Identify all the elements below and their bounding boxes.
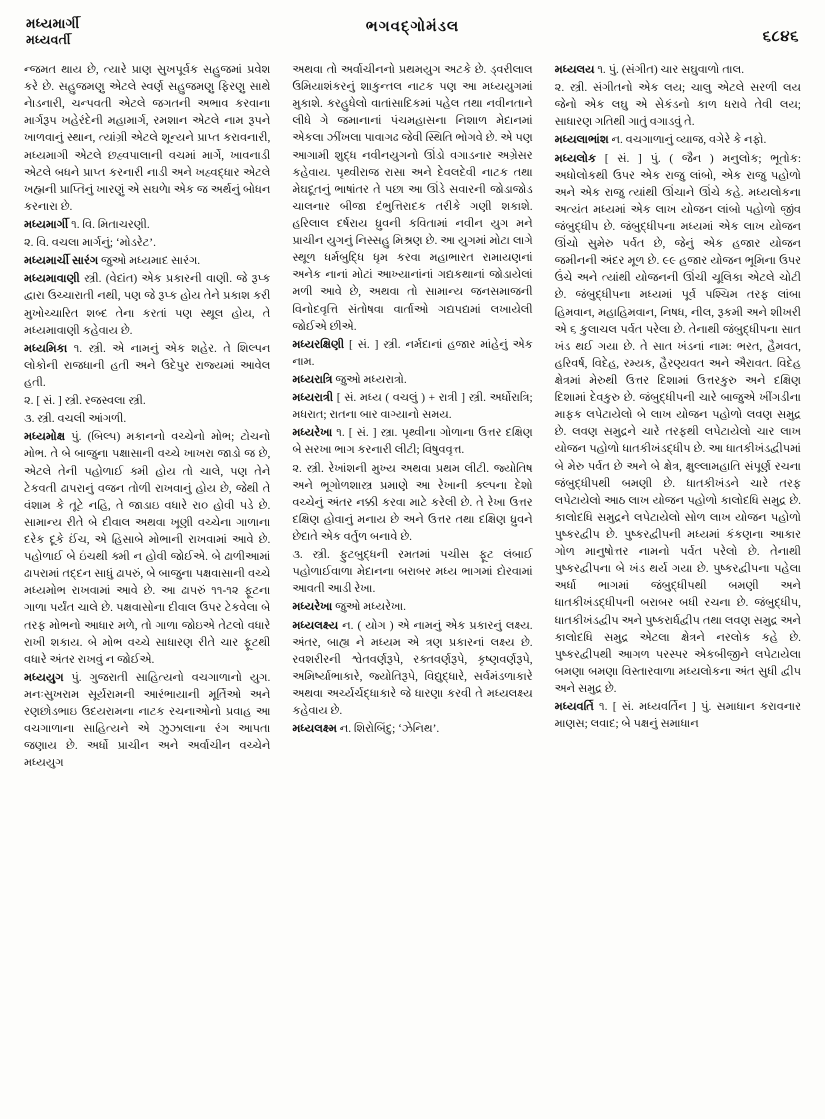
dictionary-entry <box>292 337 532 371</box>
column-1 <box>22 62 282 1102</box>
dictionary-entry <box>292 461 532 547</box>
dictionary-entry <box>24 429 270 669</box>
entry-definition: ૧. પું. (સંગીત) ચાર સઘુવાળો તાલ. <box>597 64 745 76</box>
continued-paragraph <box>292 62 532 336</box>
running-head-left-line1: મધ્યમાર્ગી <box>26 16 80 31</box>
entry-definition: પું. (બિલ્પ) મકાનનો વચ્ચેનો મોભ; ટોચનો મોભ. તે બે બાજુના પક્ષાસાની વચ્ચે ખાખરા જાડો જ છે, એટલે તેની પહોળાઈ ક્મી હોય તો ચાલે, પણ તેને ટેકવતી ઢાપરાનું વજન તોળી રાખવાનું હોય છે, જેથી તે વંશામ કે તૂટે નહિ, તે જાડાઇ વધારે રા૦ હોવી પડે છે. સામાન્ય રીતે બે દીવાલ અથવા ખૂણી વચ્ચેના ગાળાના દરેક દૂકે ઈંચ, એ હિસાબે મોભાની રાખવામાં આવે છે. પહોળાઈ બે ઇંચથી ક્મી ન હોવી જોઈએ. બે ઢાળીઆમાં ઢાપરામાં તદ્દન સાધું ઢાપરું, બે બાજુના પક્ષવાસાની વચ્ચે મધ્યમોભ રાખવામાં આવે છે. આ ઢાપરું ૧૧-૧૨ ફૂટના ગાળા પર્યંત ચાલે છે. પક્ષવાસોના દીવાલ ઉપર ટેકવેલા બે તરફ મોભનો આધાર મળે, તો ગાળા જોઇએ તેટલો વધારે રાખી શકાય. બે મોભ વચ્ચે સાધારણ રીતે ચાર ફૂટથી વધારે અંતર રાખવું ન જોઈએ. <box>24 431 271 666</box>
entry-definition: [ સં. મધ્ય ( વચલું ) + રાત્રી ] સ્ત્રી. અર્ધોરાત્રિ; મધરાત; રાતના બાર વાગ્યાનો સમય. <box>292 392 533 422</box>
entry-definition: પું. ગુજરાતી સાહિત્યનો વચગાળાનો યુગ. મનઃસુખરામ સૂર્યરામની આરંભાયાની મૂર્તિઓ અને રણછોડભાઇ ઉદયરામના નાટક રચનાઓનો પ્રવાહ આ વચગાળાના સાહિત્યને એ ઝુઝાલાના રંગ આપતા જણાય છે. અર્ધો પ્રાચીન અને અર્વાચીન વચ્ચેને મધ્યયુગ <box>24 671 271 770</box>
dictionary-entry <box>292 547 532 598</box>
paragraph-text: ૩. સ્ત્રી. વચલી આંગળી. <box>24 413 127 426</box>
entry-definition: ૧. વિ. મિતાચરણી. <box>71 218 150 231</box>
dictionary-entry <box>555 132 801 149</box>
entry-definition: ન. વચગાળાનું વ્યાજ, વગેરે કે નફો. <box>611 134 767 147</box>
dictionary-entry <box>292 618 532 721</box>
paragraph-text: ૨. સ્ત્રી. સંગીતનો એક લય; ચાલુ એટલે સરળી લય જેનો એક લઘુ એ સેકંડનો કાળ ધરાવે તેવી લય; સાધારણ ગતિથી ગાતું વગાડવું તે. <box>554 82 801 129</box>
dictionary-entry <box>24 253 270 270</box>
continued-paragraph <box>24 62 270 216</box>
dictionary-entry <box>24 670 270 773</box>
entry-headword: મધ્યરેખા <box>292 601 336 614</box>
entry-headword: મધ્યમાર્ચી સારંગ <box>24 255 102 268</box>
paragraph-text: અથવા તો અર્વાચીનનો પ્રથમયુગ અટકે છે. ડ્વરીલાલ ઉમિયાશંકરનું શાકુન્તલ નાટક પણ આ મધ્યયુગમાં મુકાશે. કરહુધેલો વાતાંસાદિકમાં પહેલ તથા નવીનતાને લીધે ગે જમાનાનાં પંચમહાસના નિશાળ મેદાનમાં એકલા ઝીંખલા પાવાગઢ જેવી સ્થિતિ ભોગવે છે. એ પણ આગામી શુદ્ધ નવીનયુગનો ઊંડો વગાડનાર અગ્રેસર કહેવાય. પૃથ્વીરાજ રાસા અને દેવલદેવી નાટક તથા મેઘદૂતનું ભાષાંતર તે પછા આ ઊંડે સવારની જોડાજોડ ચાલનાર બીજા દંભુત્તિરાદક તરીકે ગણી શકાશે. હરિલાલ દર્ષરાય ધ્રુવની કવિતામાં નવીન યુગ મને પ્રાચીન યુગનું નિસ્સહુ મિશ્રણ છે. આ યુગમાં મોટા લાગે સ્થૂળ ધર્મબુદ્ધિ ધૃમ કરવા મહાભારત રામાયણનાં અનેક નાનાં મોટાં આખ્યાનાંનાં ગદ્યકથાનાં જોડાયેલાં મળી આવે છે, અથવા તો સામાન્ય જનસમાજની વિનોદવૃત્તિ સંતોષવા વાર્તાઓ ગદ્યપદ્યમાં લખાયેલી જોઈએ છીએ. <box>292 64 533 333</box>
dictionary-entry <box>292 599 532 616</box>
dictionary-entry <box>292 372 532 389</box>
dictionary-entry <box>24 217 270 234</box>
running-head <box>22 16 803 60</box>
dictionary-entry <box>292 390 532 424</box>
entry-headword: મધ્યમોક્ષ <box>24 431 72 444</box>
entry-headword: મધ્યમાર્ગી <box>24 218 72 231</box>
dictionary-entry <box>555 62 801 79</box>
entry-headword: મધ્યલાભાંશ <box>554 134 612 147</box>
entry-headword: મધ્યલક્ષ્મ <box>292 723 340 736</box>
entry-headword: મધ્યમાવાણી <box>24 273 85 286</box>
entry-definition: ન. ( યોગ ) એ નામનું એક પ્રકારનું લક્ષ્ય. અંતર, બાહ્ય ને મધ્યમ એ ત્રણ પ્રકારનાં લક્ષ્ય છે. રવશરીરની શ્વેતવર્ણરૂપે, રક્તવર્ણરૂપે, કૃષ્ણવર્ણરૂપે, અમિર્ષ્યાભાકારે, જ્યોતિરૂપે, વિદ્યુદ્ધારે, સર્વમંડળાકારે અથવા અર્ચ્યર્ચદ્ધાકારે જે ધારણા કરવી તે મધ્યલક્ષ્ય કહેવાય છે. <box>292 619 533 718</box>
paragraph-text: ૩. સ્ત્રી. ફુટબુદ્ધની રમતમાં પચીસ ફૂટ લંબાઈ પહોળાઈવાળા મેદાનના બરાબર મધ્ય ભાગમાં દોરવામાં આવતી આડી રેખા. <box>292 549 533 596</box>
dictionary-entry <box>24 393 270 410</box>
entry-headword: મધ્યરક્ષિણી <box>292 338 350 351</box>
entry-headword: મધ્યરાત્રી <box>292 392 337 405</box>
column-3 <box>543 62 803 1102</box>
dictionary-entry <box>555 699 801 733</box>
entry-definition: જુઓ મધ્યરેખા. <box>335 601 406 614</box>
dictionary-entry <box>24 271 270 339</box>
entry-headword: મધ્યમિકા <box>24 342 74 355</box>
dictionary-entry <box>555 80 801 131</box>
book-title: ભગવદ્ગોમંડલ <box>365 19 460 35</box>
dictionary-entry <box>24 411 270 428</box>
entry-headword: મધ્યવર્તિ <box>554 701 600 714</box>
entry-definition: ૧. [ સં. ] સ્ત્રા. પૃથ્વીના ગોળાના ઉત્તર દક્ષિણ બે સરખા ભાગ કરનારી લીટી; વિષુવવૃત્ત. <box>292 427 533 457</box>
entry-definition: જુઓ મધ્યરાત્રો. <box>335 373 407 386</box>
dictionary-entry <box>24 235 270 252</box>
page-number: ૬૮૪૬ <box>762 29 799 45</box>
entry-definition: ન. શિરોબિંદુ; ‘ઝેનિથ’. <box>339 723 440 736</box>
entry-headword: મધ્યલોક <box>554 152 605 165</box>
entry-definition: [ સં. ] પું. ( જૈન ) મનુલોક; ભૂતોક: અધોલોકથી ઉપર એક રાજુ લાંબો, એક રાજુ પહોળો અને એક રાજુ ત્યાંથી ઊંચાને ઊંચે કહે. મધ્યલોકના અત્યંત મધ્યમાં એક લાખ યોજન લાંબો પહોળો જીંવ જંબુદ્ધીપ છે. જંબુદ્ધીપના મધ્યમાં એક લાખ યોજન ઊંચો સુમેરુ પર્વત છે, જેનું એક હજાર યોજન જમીનની અંદર મૂળ છે. ૯૯ હજાર યોજન ભૂમિના ઉપર ઉંચે અને ત્યાંથી યોજનની ઊંચી ચૂલિકા એટલે ચોટી છે. જંબુદ્ધીપના મધ્યમાં પૂર્વ પશ્ચિમ તરફ લાંબા હિમવાન, મહાહિમવાન, નિષધ, નીલ, રૂકમી અને શીખરી એ ૬ કુલાચલ પર્વત પરેલા છે. તેનાથી જંબુદ્ધીપના સાત ખંડ થઈ ગયા છે. તે સાત ખંડનાં નામ: ભરત, હૈમવત, હરિવર્ષ, વિદેહ, રમ્યક, હૈરણ્યવત અને ઐરાવત. વિદેહ ક્ષેત્રમાં મેરુથી ઉત્તર દિશામાં ઉત્તરકુરુ અને દક્ષિણ દિશામાં દેવકુરુ છે. જંબુદ્ધીપની ચારે બાજુએ ખીંગડીના માફક લપેટાયેલો બે લાખ યોજન પહોળો લવણ સમુદ્ર છે. લવણ સમુદ્રને ચારે તરફથી લપેટાયેલો ચાર લાખ યોજન પહોળો ધાતકીખંડદ્ધીપ છે. આ ધાતકીખંડદ્વીપમાં બે મેરુ પર્વત છે અને બે ક્ષેત્ર, ક્ષુલ્લામહાતિ સંપૂર્ણ રચના જંબુદ્ધીપથી બમણી છે. ધાતકીખંડને ચારે તરફ લપેટાયેલો આઠ લાખ યોજન પહોળો કાલોદધિ સમુદ્ર છે. કાલોદધિ સમુદ્રને લપેટાયેલો સોળ લાખ યોજન પહોળો પુષ્કરદ્વીપ છે. પુષ્કરદ્વીપની મધ્યમાં કંકણના આકાર ગોળ માનુષોત્તર નામનો પર્વત પરેલો છે. તેનાથી પુષ્કરદ્વીપના બે ખંડ થર્ય ગયા છે. પુષ્કરદ્વીપના પહેલા અર્ધા ભાગમાં જંબુદ્ધીપથી બમણી અને ધાતકીખંડદ્ધીપની બરાબર બધી રચના છે. જંબુદ્ધીપ, ધાતકીખંડદ્વીપ અને પુષ્કરાર્ધદ્વીપ તથા લવણ સમુદ્ર અને કાલોદધિ સમુદ્ર એટલા ક્ષેત્રને નરલોક કહે છે. પુષ્કરદ્વીપથી આગળ પરસ્પર એકબીજીને લપેટાયેલા બમણા બમણા વિસ્તારવાળા મધ્યલોકના અંત સુધી દ્વીપ અને સમુદ્ર છે. <box>554 152 801 695</box>
entry-definition: ૧. સ્ત્રી. એ નામનું એક શહેર. તે શિલ્પન લોકોની રાજધાની હતી અને ઉદેપુર રાજ્યમાં આવેલ હતી. <box>24 342 271 389</box>
dictionary-entry <box>555 151 801 699</box>
entry-headword: મધ્યલય <box>554 64 598 76</box>
paragraph-text: ન્જમત થાય છે, ત્યારે પ્રાણ સુખપૂર્વક સહુજમાં પ્રવેશ કરે છે. સહુજમણુ એટલે સ્વર્ણ સહુજમણુ ફિરણુ સાથે નેાડનારી, ચન્પવતી એટલે જગતની અભાવ કરવાના માર્ગરૂપ ખહેરંદેની મહામાર્ગ, રમશાન એટલે નામ રૂપને ખાળવાનું સ્થાન, ત્યાંગ્રી એટલે શૂન્યને પ્રાપ્ત કરાવનારી, મધ્યમાગી એટલે છહ્વપાલાની વચમાં માર્ગે, ખાવનાડી એટલે બધને પ્રાપ્ત કરનારી નાડી અને ખહ્વદ્ધાર એટલે ખહ્મની પ્રાપ્તિનું ખારણું એ સઘળાે એક જ અર્થનું બોધન કરનારા છે. <box>24 64 271 213</box>
dictionary-entry <box>292 721 532 738</box>
entry-headword: મધ્યલક્ષ્ય <box>292 619 343 632</box>
running-head-left-line2: મધ્યવર્તી <box>26 32 71 47</box>
entry-headword: મધ્યરેખા <box>292 427 337 440</box>
text-columns <box>22 62 803 1102</box>
entry-definition: જુઓ મધ્યમાદ સારંગ. <box>101 255 201 268</box>
paragraph-text: ૨. સ્ત્રી. રેખાંશની મુખ્ય અથવા પ્રથમ લીટી. જ્યોતિષ અને ભૂગોળશાસ્ત્ર પ્રમાણે આ રેખાની ક્લ્પના દેશો વચ્ચેનું અંતર નક્કી કરવા માટે કરેલી છે. તે રેખા ઉત્તર દક્ષિણ હોવાનું મનાય છે અને ઉત્તર તથા દક્ષિણ ધ્રુવને છેદાતે એક વર્તુળ બનાવે છે. <box>292 462 533 543</box>
paragraph-text: ૨. વિ. વચલા માર્ગનું; ‘મોડરેટ’. <box>24 237 156 250</box>
column-2 <box>282 62 542 1102</box>
entry-definition: સ્ત્રી. (વેદાંત) એક પ્રકારની વાણી. જે રૂપ્ક દ્વારા ઉચ્ચારાતી નથી, પણ જે રૂપ્ક હોય તેને પ્રકાશ કરી મુખોચ્ચારિત શબ્દ તેના કરતાં પણ સ્થૂલ હોય, તે મધ્યમાવાણી કહેવાય છે. <box>24 273 271 337</box>
entry-definition: [ સં. ] સ્ત્રી. નર્મદાનાં હજાર માંહેનું એક નામ. <box>292 338 533 368</box>
dictionary-entry <box>292 425 532 459</box>
entry-headword: મધ્યયુગ <box>24 671 72 684</box>
entry-definition: ૧. [ સં. મધ્યવર્તિન ] પું. સમાધાન કરાવનાર માણસ; લવાદ; બે પક્ષનું સમાધાન <box>554 701 801 731</box>
entry-headword: મધ્યરાત્રિ <box>292 373 336 386</box>
paragraph-text: ૨. [ સં. ] સ્ત્રી. રજસ્વલા સ્ત્રી. <box>24 395 146 408</box>
dictionary-entry <box>24 341 270 392</box>
